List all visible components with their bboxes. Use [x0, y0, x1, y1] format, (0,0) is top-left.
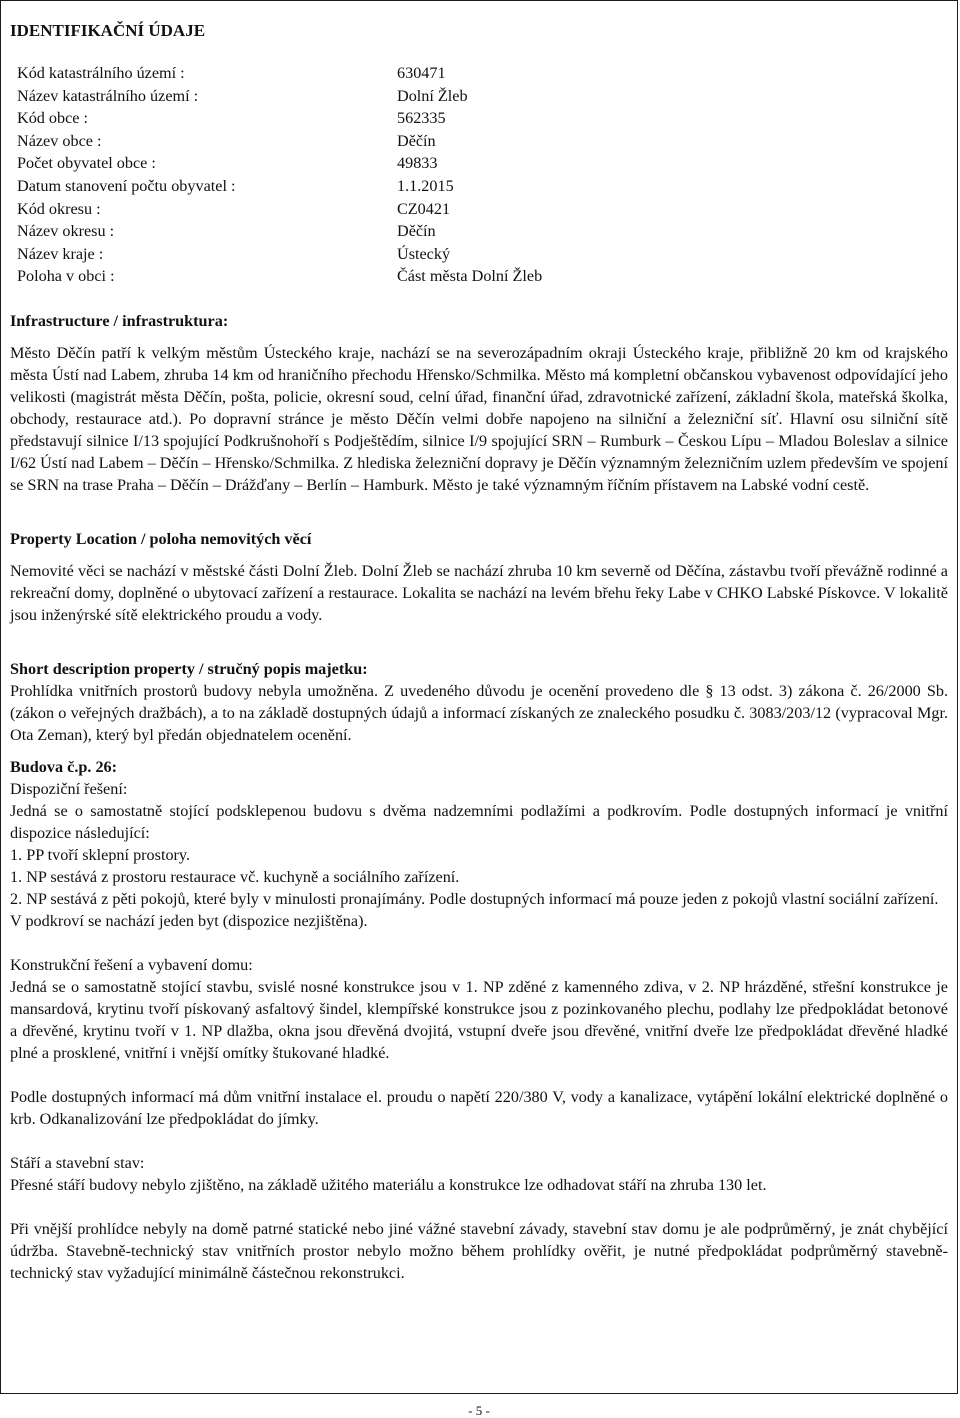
- id-row: [17, 265, 948, 288]
- location-heading: Property Location / poloha nemovitých věcí: [10, 529, 312, 548]
- layout-item: 1. PP tvoří sklepní prostory.: [10, 845, 191, 864]
- id-label: Datum stanovení počtu obyvatel :: [17, 176, 236, 195]
- construction-heading: Konstrukční řešení a vybavení domu:: [10, 955, 253, 974]
- id-label: Název kraje :: [17, 244, 104, 263]
- layout-text: Jedná se o samostatně stojící podsklepenou budovu s dvěma nadzemními podlažími a podkrovím. Podle dostupných informací je vnitřní dispozice následující:: [10, 801, 948, 842]
- id-value: Děčín: [397, 131, 436, 150]
- id-value: Děčín: [397, 222, 436, 241]
- document-content: [10, 20, 948, 1284]
- id-row: [17, 62, 948, 85]
- id-row: [17, 243, 948, 266]
- id-value: 1.1.2015: [397, 176, 454, 195]
- age-text: Přesné stáří budovy nebylo zjištěno, na základě užitého materiálu a konstrukce lze odhadovat stáří na zhruba 130 let.: [10, 1175, 767, 1194]
- id-row: [17, 198, 948, 221]
- layout-item: 1. NP sestává z prostoru restaurace vč. kuchyně a sociálního zařízení.: [10, 867, 460, 886]
- id-label: Kód okresu :: [17, 199, 101, 218]
- document-title: IDENTIFIKAČNÍ ÚDAJE: [10, 21, 206, 40]
- description-text: Prohlídka vnitřních prostorů budovy nebyla umožněna. Z uvedeného důvodu je ocenění provedeno dle § 13 odst. 3) zákona č. 26/2000 Sb. (zákon o veřejných dražbách), a to na základě dostupných údajů a informací získaných ze znaleckého posudku č. 3083/203/12 (vypracoval Mgr. Ota Zeman), který byl předán objednatelem ocenění.: [10, 681, 948, 744]
- building-heading: Budova č.p. 26:: [10, 757, 118, 776]
- id-label: Název okresu :: [17, 222, 115, 241]
- id-row: [17, 85, 948, 108]
- layout-item: 2. NP sestává z pěti pokojů, které byly v minulosti pronajímány. Podle dostupných informací má pouze jeden z pokojů vlastní sociální zařízení.: [10, 889, 939, 908]
- id-label: Poloha v obci :: [17, 267, 115, 286]
- age-heading: Stáří a stavební stav:: [10, 1153, 145, 1172]
- id-label: Kód obce :: [17, 109, 89, 128]
- layout-item: V podkroví se nachází jeden byt (dispozice nezjištěna).: [10, 911, 368, 930]
- id-value: Dolní Žleb: [397, 86, 468, 105]
- id-row: [17, 130, 948, 153]
- id-label: Název obce :: [17, 131, 102, 150]
- infrastructure-heading: Infrastructure / infrastruktura:: [10, 311, 229, 330]
- id-value: 49833: [397, 154, 438, 173]
- id-label: Kód katastrálního území :: [17, 64, 185, 82]
- id-row: [17, 175, 948, 198]
- description-heading: Short description property / stručný popis majetku:: [10, 659, 368, 678]
- location-text: Nemovité věci se nachází v městské části Dolní Žleb. Dolní Žleb se nachází zhruba 10 km severně od Děčína, zástavbu tvoří převážně rodinné a rekreační domy, doplněné o ubytovací zařízení a restaurace. Lokalita se nachází na levém břehu řeky Labe v CHKO Labské Pískovce. V lokalitě jsou inženýrské sítě elektrického proudu a vody.: [10, 561, 948, 624]
- id-value: Část města Dolní Žleb: [397, 267, 543, 286]
- installation-text: Podle dostupných informací má dům vnitřní instalace el. proudu o napětí 220/380 V, vody a kanalizace, vytápění lokální elektrické doplněné o krb. Odkanalizování lze předpokládat do jímky.: [10, 1087, 948, 1128]
- id-value: Ústecký: [397, 244, 451, 263]
- layout-heading: Dispoziční řešení:: [10, 779, 128, 798]
- id-label: Název katastrálního území :: [17, 86, 199, 105]
- infrastructure-text: Město Děčín patří k velkým městům Ústeckého kraje, nachází se na severozápadním okraji Ústeckého kraje, přibližně 20 km od krajského města Ústí nad Labem, zhruba 14 km od hraničního přechodu Hřensko/Schmilka. Město má kompletní občanskou vybavenost odpovídající jeho velikosti (magistrát města Děčín, pošta, policie, okresní soud, celní úřad, finanční úřad, zdravotnické zařízení, základní škola, mateřská školka, obchody, restaurace atd.). Po dopravní stránce je město Děčín velmi dobře napojeno na silniční a železniční síť. Hlavní osu silniční sítě představují silnice I/13 spojující Podkrušnohoří s Podještědím, silnice I/9 spojující SRN – Rumburk – Českou Lípu – Mladou Boleslav a silnice I/62 Ústí nad Labem – Děčín – Hřensko/Schmilka. Z hlediska železniční dopravy je Děčín významným železničním uzlem především ve spojení se SRN na trase Praha – Děčín – Drážďany – Berlín – Hamburk. Město je také významným říčním přístavem na Labské vodní cestě.: [10, 343, 948, 494]
- id-row: [17, 220, 948, 243]
- id-row: [17, 152, 948, 175]
- id-value: 630471: [397, 64, 446, 82]
- id-value: CZ0421: [397, 199, 451, 218]
- construction-text: Jedná se o samostatně stojící stavbu, svislé nosné konstrukce jsou v 1. NP zděné z kamenného zdiva, v 2. NP hrázděné, střešní konstrukce je mansardová, krytinu tvoří pískovaný asfaltový šindel, klempířské konstrukce jsou z pozinkovaného plechu, podlahy lze předpokládat betonové a dřevěné, krytinu tvoří v 1. NP dlažba, okna jsou dřevěná dvojitá, vstupní dveře jsou dřevěné, vnitřní dveře lze předpokládat dřevěné hladké plné a prosklené, vnitřní i vnější omítky štukované hladké.: [10, 977, 948, 1062]
- id-row: [17, 107, 948, 130]
- id-label: Počet obyvatel obce :: [17, 154, 156, 173]
- page-number: - 5 -: [468, 1403, 490, 1418]
- condition-text: Při vnější prohlídce nebyly na domě patrné statické nebo jiné vážné stavební závady, stavební stav domu je ale podprůměrný, je znát chybějící údržba. Stavebně-technický stav vnitřních prostor nebylo možno během prohlídky ověřit, je nutné předpokládat podprůměrný stavebně-technický stav vyžadující minimálně částečnou rekonstrukci.: [10, 1219, 948, 1282]
- id-value: 562335: [397, 109, 446, 128]
- identification-table: [17, 62, 948, 288]
